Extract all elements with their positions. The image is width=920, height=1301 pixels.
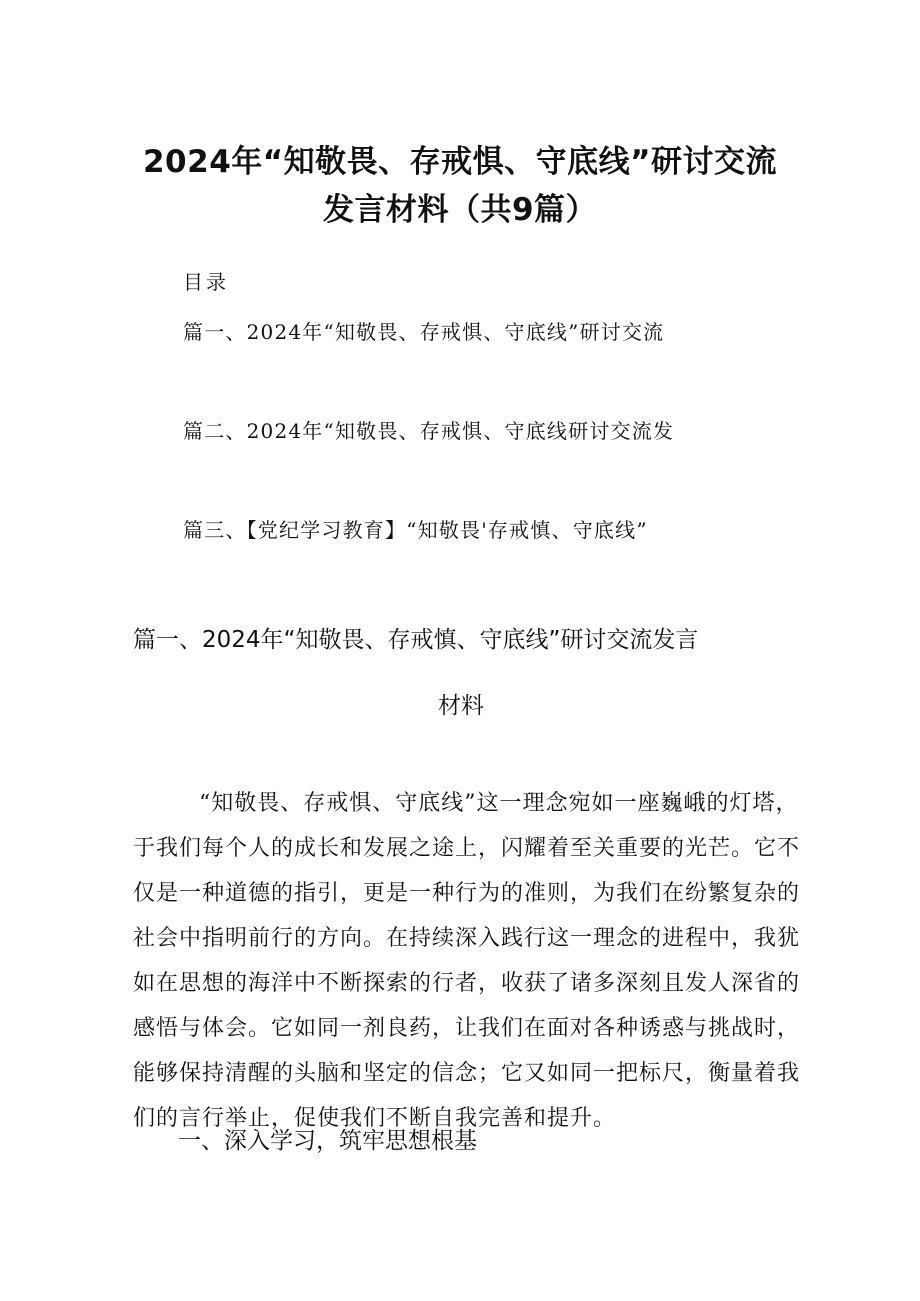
paragraph-line: 们的言行举止，促使我们不断自我完善和提升。 — [133, 1106, 617, 1131]
paragraph-line: 感悟与体会。它如同一剂良药，让我们在面对各种诱惑与挑战时， — [133, 1016, 801, 1041]
document-title-line-2: 发言材料（共9篇） — [322, 192, 598, 228]
section-title-line-1: 篇一、2024年“知敬畏、存戒慎、守底线”研讨交流发言 — [133, 627, 699, 653]
paragraph-line: 如在思想的海洋中不断探索的行者，收获了诸多深刻且发人深省的 — [133, 971, 801, 996]
paragraph-line: 能够保持清醒的头脑和坚定的信念；它又如同一把标尺，衡量着我 — [133, 1061, 801, 1086]
toc-item-3[interactable]: 篇三、【党纪学习教育】“知敬畏'存戒慎、守底线” — [183, 518, 648, 542]
paragraph-line: 仅是一种道德的指引，更是一种行为的准则，为我们在纷繁复杂的 — [133, 881, 801, 906]
paragraph-line: “知敬畏、存戒惧、守底线”这一理念宛如一座巍峨的灯塔， — [199, 791, 799, 816]
section-heading-1: 一、深入学习，筑牢思想根基 — [178, 1128, 477, 1154]
document-title-line-1: 2024年“知敬畏、存戒惧、守底线”研讨交流 — [142, 144, 778, 180]
toc-item-2[interactable]: 篇二、2024年“知敬畏、存戒惧、守底线研讨交流发 — [183, 419, 675, 443]
section-title-line-2: 材料 — [438, 693, 484, 719]
body-paragraph — [133, 781, 801, 1141]
toc-item-1[interactable]: 篇一、2024年“知敬畏、存戒惧、守底线”研讨交流 — [183, 320, 665, 344]
toc-label: 目录 — [183, 270, 229, 294]
paragraph-line: 于我们每个人的成长和发展之途上，闪耀着至关重要的光芒。它不 — [133, 836, 801, 861]
paragraph-line: 社会中指明前行的方向。在持续深入践行这一理念的进程中，我犹 — [133, 926, 801, 951]
